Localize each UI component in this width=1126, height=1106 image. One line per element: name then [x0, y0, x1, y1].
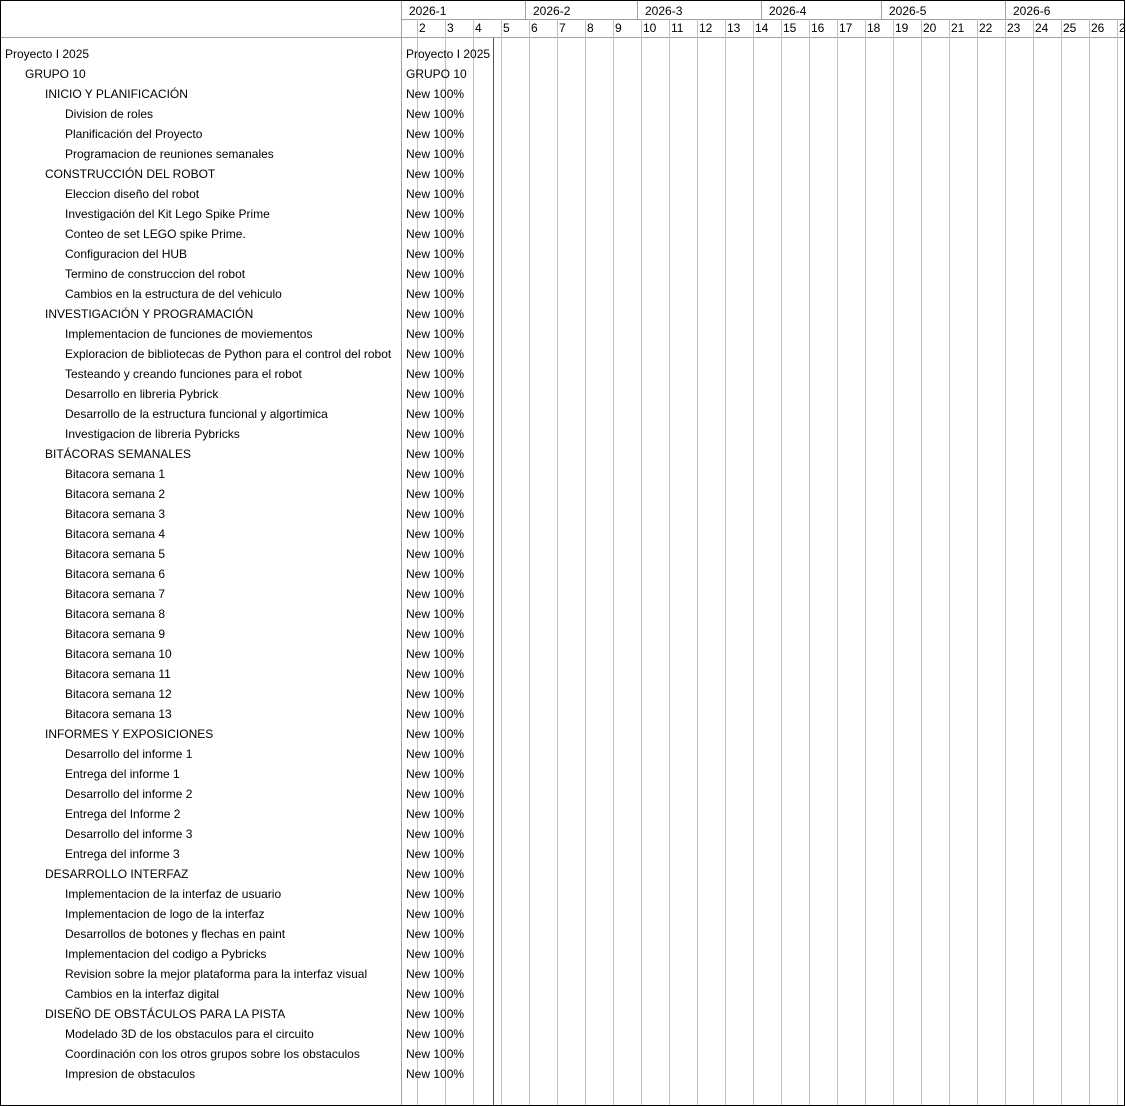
- task-row[interactable]: Bitacora semana 12: [65, 687, 172, 701]
- task-status-label: New 100%: [406, 847, 465, 861]
- week-gridline: [697, 19, 698, 1105]
- week-label: 7: [559, 21, 566, 35]
- task-status-label: New 100%: [406, 227, 465, 241]
- week-gridline: [445, 19, 446, 1105]
- week-label: 8: [587, 21, 594, 35]
- task-status-label: New 100%: [406, 447, 465, 461]
- task-status-label: New 100%: [406, 967, 465, 981]
- task-status-label: New 100%: [406, 807, 465, 821]
- week-label: 11: [671, 21, 684, 35]
- task-status-label: New 100%: [406, 1007, 465, 1021]
- task-group-row[interactable]: GRUPO 10: [25, 67, 86, 81]
- task-status-label: New 100%: [406, 627, 465, 641]
- task-row[interactable]: Cambios en la estructura de del vehiculo: [65, 287, 282, 301]
- task-status-label: New 100%: [406, 727, 465, 741]
- month-label: 2026-2: [533, 4, 571, 18]
- week-gridline: [557, 19, 558, 1105]
- week-label: 5: [503, 21, 510, 35]
- task-row[interactable]: Bitacora semana 11: [65, 667, 171, 681]
- task-row[interactable]: Implementacion del codigo a Pybricks: [65, 947, 267, 961]
- task-status-label: New 100%: [406, 507, 465, 521]
- task-row[interactable]: Termino de construccion del robot: [65, 267, 246, 281]
- task-status-label: New 100%: [406, 1027, 465, 1041]
- task-phase-row[interactable]: DESARROLLO INTERFAZ: [45, 867, 189, 881]
- task-status-label: New 100%: [406, 687, 465, 701]
- task-status-label: New 100%: [406, 667, 465, 681]
- task-status-label: New 100%: [406, 427, 465, 441]
- task-status-label: New 100%: [406, 887, 465, 901]
- task-status-label: New 100%: [406, 207, 465, 221]
- task-group-row[interactable]: Proyecto I 2025: [5, 47, 90, 61]
- week-label: 4: [475, 21, 482, 35]
- task-status-label: New 100%: [406, 587, 465, 601]
- task-status-label: New 100%: [406, 707, 465, 721]
- week-gridline: [1089, 19, 1090, 1105]
- task-status-label: New 100%: [406, 647, 465, 661]
- task-row[interactable]: Desarrollos de botones y flechas en paint: [65, 927, 286, 941]
- week-gridline: [865, 19, 866, 1105]
- week-gridline: [781, 19, 782, 1105]
- task-status-label: New 100%: [406, 767, 465, 781]
- week-label: 15: [783, 21, 797, 35]
- month-divider: [637, 1, 638, 19]
- week-label: 9: [615, 21, 622, 35]
- month-label: 2026-6: [1013, 4, 1051, 18]
- week-label: 13: [727, 21, 741, 35]
- task-row[interactable]: Desarrollo del informe 3: [65, 827, 193, 841]
- task-status-label: New 100%: [406, 187, 465, 201]
- task-status-label: New 100%: [406, 987, 465, 1001]
- task-row[interactable]: Programacion de reuniones semanales: [65, 147, 274, 161]
- task-row[interactable]: Implementacion de la interfaz de usuario: [65, 887, 282, 901]
- week-label: 10: [643, 21, 657, 35]
- task-row[interactable]: Entrega del informe 1: [65, 767, 180, 781]
- month-label: 2026-3: [645, 4, 683, 18]
- month-label: 2026-4: [769, 4, 807, 18]
- week-gridline: [809, 19, 810, 1105]
- task-status-label: New 100%: [406, 167, 465, 181]
- task-row[interactable]: Testeando y creando funciones para el robot: [65, 367, 302, 381]
- task-row[interactable]: Bitacora semana 5: [65, 547, 166, 561]
- task-row[interactable]: Revision sobre la mejor plataforma para la interfaz visual: [65, 967, 368, 981]
- week-label: 20: [923, 21, 937, 35]
- task-row[interactable]: Planificación del Proyecto: [65, 127, 203, 141]
- task-status-label: New 100%: [406, 327, 465, 341]
- task-row[interactable]: Entrega del informe 3: [65, 847, 180, 861]
- task-row[interactable]: Bitacora semana 1: [65, 467, 166, 481]
- task-row[interactable]: Investigación del Kit Lego Spike Prime: [65, 207, 270, 221]
- task-status-label: New 100%: [406, 527, 465, 541]
- task-row[interactable]: Desarrollo del informe 1: [65, 747, 193, 761]
- week-gridline: [529, 19, 530, 1105]
- task-row[interactable]: Bitacora semana 2: [65, 487, 166, 501]
- week-gridline: [669, 19, 670, 1105]
- task-row[interactable]: Bitacora semana 13: [65, 707, 172, 721]
- task-status-label: New 100%: [406, 567, 465, 581]
- week-gridline: [1033, 19, 1034, 1105]
- task-row[interactable]: Bitacora semana 4: [65, 527, 166, 541]
- month-label: 2026-5: [889, 4, 927, 18]
- week-label: 2: [419, 21, 426, 35]
- week-gridline: [1061, 19, 1062, 1105]
- task-row[interactable]: Coordinación con los otros grupos sobre los obstaculos: [65, 1047, 360, 1061]
- week-label: 24: [1035, 21, 1049, 35]
- task-status-label: New 100%: [406, 947, 465, 961]
- week-label: 25: [1063, 21, 1077, 35]
- month-label: 2026-1: [409, 4, 447, 18]
- task-status-label: New 100%: [406, 347, 465, 361]
- task-status-label: New 100%: [406, 247, 465, 261]
- task-row[interactable]: Impresion de obstaculos: [65, 1067, 196, 1081]
- task-phase-row[interactable]: DISEÑO DE OBSTÁCULOS PARA LA PISTA: [45, 1007, 286, 1021]
- task-row[interactable]: Division de roles: [65, 107, 154, 121]
- week-gridline: [585, 19, 586, 1105]
- task-status-label: New 100%: [406, 107, 465, 121]
- task-status-label: New 100%: [406, 487, 465, 501]
- week-label: 16: [811, 21, 825, 35]
- task-status-label: New 100%: [406, 1047, 465, 1061]
- week-gridline: [1117, 19, 1118, 1105]
- week-gridline: [725, 19, 726, 1105]
- month-divider: [1005, 1, 1006, 19]
- task-row[interactable]: Eleccion diseño del robot: [65, 187, 200, 201]
- week-gridline: [417, 19, 418, 1105]
- week-label: 14: [755, 21, 769, 35]
- task-phase-row[interactable]: INICIO Y PLANIFICACIÓN: [45, 87, 188, 101]
- week-label: 26: [1091, 21, 1105, 35]
- week-label: 23: [1007, 21, 1021, 35]
- task-status-label: Proyecto I 2025: [406, 47, 491, 61]
- week-gridline: [753, 19, 754, 1105]
- task-status-label: New 100%: [406, 747, 465, 761]
- task-row[interactable]: Bitacora semana 7: [65, 587, 166, 601]
- task-status-label: New 100%: [406, 827, 465, 841]
- task-status-label: New 100%: [406, 147, 465, 161]
- task-row[interactable]: Implementacion de funciones de moviementos: [65, 327, 313, 341]
- task-status-label: New 100%: [406, 607, 465, 621]
- week-gridline: [613, 19, 614, 1105]
- task-list-divider: [401, 1, 402, 1105]
- task-row[interactable]: Desarrollo de la estructura funcional y algortimica: [65, 407, 328, 421]
- task-status-label: New 100%: [406, 387, 465, 401]
- task-phase-row[interactable]: CONSTRUCCIÓN DEL ROBOT: [45, 167, 216, 181]
- month-week-divider: [401, 19, 1124, 20]
- week-gridline: [501, 19, 502, 1105]
- task-row[interactable]: Bitacora semana 8: [65, 607, 166, 621]
- task-row[interactable]: Entrega del Informe 2: [65, 807, 181, 821]
- week-gridline: [1005, 19, 1006, 1105]
- task-status-label: New 100%: [406, 787, 465, 801]
- task-row[interactable]: Investigacion de libreria Pybricks: [65, 427, 240, 441]
- week-gridline: [949, 19, 950, 1105]
- month-divider: [761, 1, 762, 19]
- month-divider: [525, 1, 526, 19]
- task-status-label: New 100%: [406, 267, 465, 281]
- task-status-label: New 100%: [406, 927, 465, 941]
- task-phase-row[interactable]: BITÁCORAS SEMANALES: [45, 447, 192, 461]
- task-status-label: New 100%: [406, 867, 465, 881]
- task-row[interactable]: Implementacion de logo de la interfaz: [65, 907, 265, 921]
- task-status-label: GRUPO 10: [406, 67, 467, 81]
- task-status-label: New 100%: [406, 907, 465, 921]
- month-divider: [881, 1, 882, 19]
- task-status-label: New 100%: [406, 547, 465, 561]
- task-row[interactable]: Bitacora semana 6: [65, 567, 166, 581]
- task-row[interactable]: Desarrollo del informe 2: [65, 787, 193, 801]
- task-status-label: New 100%: [406, 307, 465, 321]
- week-gridline: [473, 19, 474, 1105]
- week-label: 17: [839, 21, 853, 35]
- week-gridline: [641, 19, 642, 1105]
- week-label: 3: [447, 21, 454, 35]
- task-row[interactable]: Conteo de set LEGO spike Prime.: [65, 227, 246, 241]
- week-gridline: [977, 19, 978, 1105]
- week-label: 2: [1119, 21, 1126, 35]
- task-row[interactable]: Cambios en la interfaz digital: [65, 987, 220, 1001]
- week-label: 21: [951, 21, 965, 35]
- week-label: 18: [867, 21, 881, 35]
- task-row[interactable]: Modelado 3D de los obstaculos para el circuito: [65, 1027, 314, 1041]
- task-row[interactable]: Desarrollo en libreria Pybrick: [65, 387, 219, 401]
- week-gridline: [837, 19, 838, 1105]
- task-status-label: New 100%: [406, 87, 465, 101]
- week-gridline: [893, 19, 894, 1105]
- task-row[interactable]: Bitacora semana 9: [65, 627, 166, 641]
- task-status-label: New 100%: [406, 287, 465, 301]
- week-gridline: [921, 19, 922, 1105]
- week-label: 19: [895, 21, 909, 35]
- task-status-label: New 100%: [406, 467, 465, 481]
- task-status-label: New 100%: [406, 407, 465, 421]
- task-row[interactable]: Bitacora semana 10: [65, 647, 172, 661]
- task-row[interactable]: Exploracion de bibliotecas de Python para el control del robot: [65, 347, 392, 361]
- week-label: 22: [979, 21, 993, 35]
- week-label: 12: [699, 21, 713, 35]
- task-status-label: New 100%: [406, 127, 465, 141]
- task-phase-row[interactable]: INFORMES Y EXPOSICIONES: [45, 727, 214, 741]
- task-status-label: New 100%: [406, 1067, 465, 1081]
- task-row[interactable]: Configuracion del HUB: [65, 247, 188, 261]
- task-phase-row[interactable]: INVESTIGACIÓN Y PROGRAMACIÓN: [45, 307, 254, 321]
- header-divider: [1, 37, 1124, 38]
- task-row[interactable]: Bitacora semana 3: [65, 507, 166, 521]
- task-status-label: New 100%: [406, 367, 465, 381]
- current-date-marker: [493, 38, 494, 1105]
- week-label: 6: [531, 21, 538, 35]
